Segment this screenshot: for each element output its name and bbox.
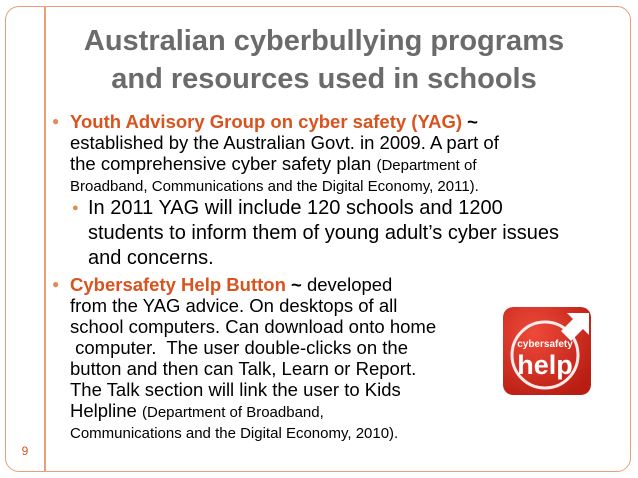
- title-line-2: and resources used in schools: [111, 63, 537, 95]
- yag-plan-text: the comprehensive cyber safety plan: [70, 153, 372, 174]
- help-citation-end: Communications and the Digital Economy, 2010).: [70, 425, 399, 442]
- slide-left-rule: [44, 6, 46, 472]
- help-logo-graphic: [503, 307, 591, 395]
- title-line-1: Australian cyberbullying programs: [83, 25, 565, 57]
- yag-citation-end: Broadband, Communications and the Digital Economy, 2011).: [70, 178, 479, 195]
- sub-bullet-line-3: and concerns.: [88, 247, 214, 269]
- page-number: 9: [13, 439, 37, 463]
- help-line-1-rest: developed: [306, 274, 393, 295]
- help-line-4: computer. The user double-clicks on the: [70, 337, 408, 358]
- slide-title: [56, 22, 592, 98]
- bullet-marker: ●: [52, 277, 60, 291]
- bullet-marker: ●: [52, 114, 60, 128]
- sub-bullet-yag-2011: [72, 196, 608, 271]
- help-kids-helpline: Helpline: [70, 400, 137, 421]
- help-line-1: [70, 274, 500, 295]
- bullet-help-button: [52, 274, 500, 444]
- yag-tilde: ~: [467, 111, 478, 132]
- bullet-yag-line-2: established by the Australian Govt. in 2009. A part of: [70, 132, 499, 153]
- logo-big-text: help: [517, 350, 573, 380]
- bullet-yag: [52, 111, 615, 197]
- sub-bullet-line-2: students to inform them of young adult’s cyber issues: [88, 222, 559, 244]
- help-line-6: The Talk section will link the user to Kids: [70, 379, 401, 400]
- help-tilde: ~: [291, 274, 302, 295]
- logo-small-text: cybersafety: [517, 339, 573, 350]
- help-line-7: [70, 400, 500, 423]
- bullet-yag-line-3: [70, 153, 615, 176]
- yag-citation-start: (Department of: [376, 157, 477, 174]
- sub-bullet-marker: ●: [72, 202, 79, 214]
- sub-bullet-line-1: In 2011 YAG will include 120 schools and 1200: [88, 197, 503, 219]
- help-citation-start: (Department of Broadband,: [142, 404, 324, 421]
- help-highlight: Cybersafety Help Button: [70, 274, 286, 295]
- help-line-3: school computers. Can download onto home: [70, 316, 437, 337]
- bullet-yag-line-1: [70, 111, 615, 132]
- help-line-2: from the YAG advice. On desktops of all: [70, 295, 398, 316]
- cybersafety-help-logo: [503, 307, 591, 395]
- yag-highlight: Youth Advisory Group on cyber safety (YAG): [70, 111, 462, 132]
- help-line-5: button and then can Talk, Learn or Report.: [70, 358, 417, 379]
